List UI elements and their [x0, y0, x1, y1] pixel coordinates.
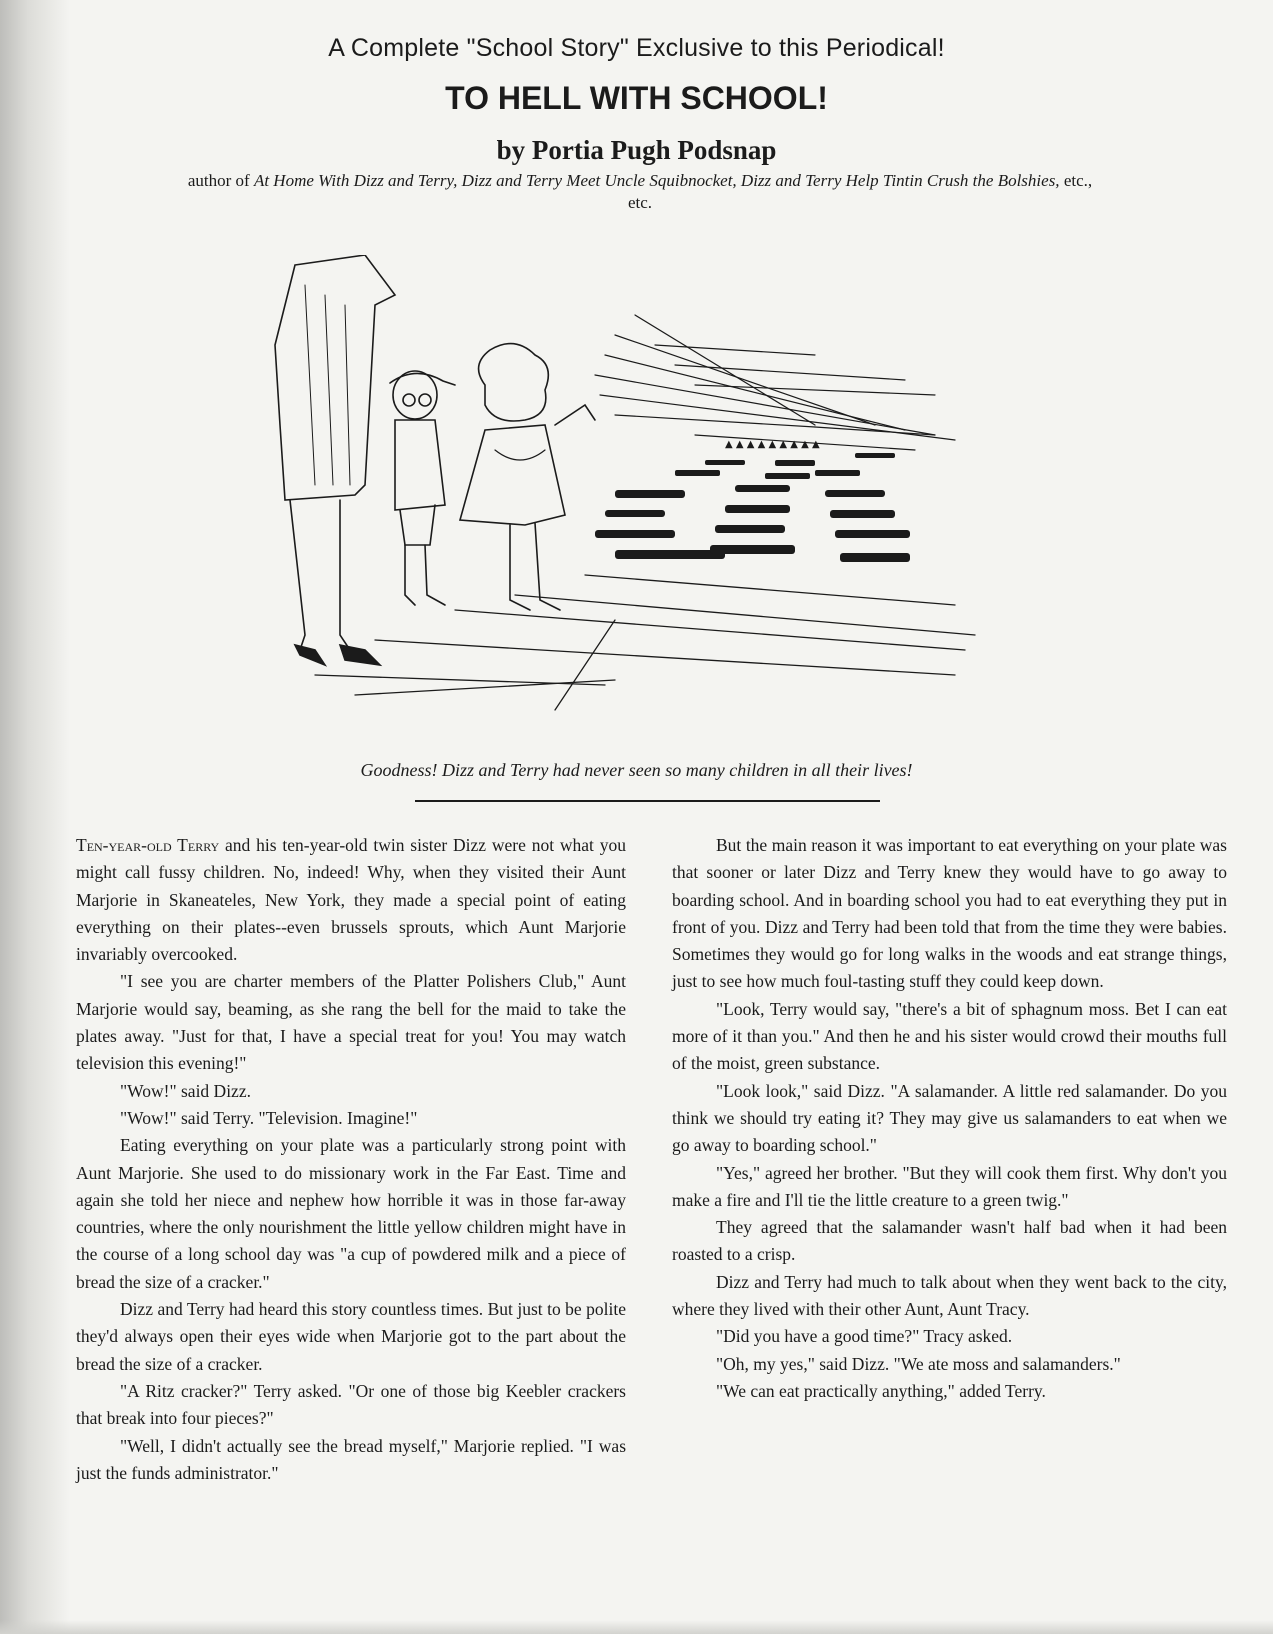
story-illustration: [255, 255, 995, 735]
paragraph: "Yes," agreed her brother. "But they will cook them first. Why don't you make a fire and I'll tie the little creature to a green twig.": [672, 1162, 1227, 1210]
boy-figure: [390, 371, 455, 605]
page-binding-shadow: [0, 0, 70, 1634]
hall-ceiling: [595, 315, 955, 440]
crowd-rows: [595, 453, 910, 562]
paragraph: "We can eat practically anything," added Terry.: [716, 1380, 1046, 1401]
lead-smallcaps: Ten-year-old Terry: [76, 835, 220, 855]
page-bottom-edge: [0, 1620, 1273, 1634]
svg-text:▲ ▲ ▲ ▲ ▲ ▲ ▲ ▲ ▲: ▲ ▲ ▲ ▲ ▲ ▲ ▲ ▲ ▲: [725, 439, 820, 450]
paragraph: "Oh, my yes," said Dizz. "We ate moss and salamanders.": [716, 1353, 1121, 1374]
paragraph: "Look look," said Dizz. "A salamander. A little red salamander. Do you think we should try eating it? They may give us salamanders to eat when we go away to boarding school.": [672, 1080, 1227, 1156]
paragraph: "A Ritz cracker?" Terry asked. "Or one of those big Keebler crackers that break into four pieces?": [76, 1380, 626, 1429]
paragraph: "Well, I didn't actually see the bread myself," Marjorie replied. "I was just the funds administrator.": [76, 1435, 626, 1483]
left-column: [76, 832, 626, 1487]
illustration-caption: Goodness! Dizz and Terry had never seen so many children in all their lives!: [360, 760, 913, 780]
paragraph: "Wow!" said Dizz.: [120, 1080, 251, 1101]
paragraph: Dizz and Terry had heard this story countless times. But just to be polite they'd always open their eyes wide when Marjorie got to the part about the bread the size of a cracker.: [76, 1299, 626, 1374]
back-wall-figures: [695, 435, 915, 450]
paragraph: Eating everything on your plate was a particularly strong point with Aunt Marjorie. She used to do missionary work in the Far East. Time and again she told her niece and nephew how horrible it was in those far-away countries, where the only nourishment the little yellow children might have in the course of a long school day was "a cup of powdered milk and a piece of bread the size of a cracker.": [76, 1135, 626, 1292]
caption-rule: [415, 800, 880, 802]
paragraph: "Look, Terry would say, "there's a bit of sphagnum moss. Bet I can eat more of it than you." And then he and his sister would crowd their mouths full of the moist, green substance.: [672, 998, 1227, 1074]
girl-figure: [460, 344, 595, 610]
adult-figure: [275, 255, 395, 665]
credit-prefix: author of: [187, 171, 254, 190]
paragraph: "Wow!" said Terry. "Television. Imagine!": [120, 1107, 418, 1128]
paragraph: But the main reason it was important to eat everything on your plate was that sooner or later Dizz and Terry knew they would have to go away to boarding school. And in boarding school you had to eat everything they put in front of you. Dizz and Terry had been told that from the time they were babies. Sometimes they would go for long walks in the woods and eat strange things, just to see how much foul-tasting stuff they could keep down.: [672, 835, 1227, 992]
right-column: [672, 832, 1227, 1405]
kicker-line: A Complete "School Story" Exclusive to this Periodical!: [328, 34, 945, 62]
lead-text: and his ten-year-old twin sister Dizz were not what you might call fussy children. No, indeed! Why, when they visited their Aunt Marjorie in Skaneateles, New York, they made a special point of eating everything on their plates--even brussels sprouts, which Aunt Marjorie invariably overcooked.: [76, 835, 626, 965]
floor-lines: [315, 575, 975, 710]
paragraph: [76, 832, 626, 968]
author-credit: [70, 170, 1210, 214]
paragraph: Dizz and Terry had much to talk about when they went back to the city, where they lived with their other Aunt, Aunt Tracy.: [672, 1271, 1227, 1320]
paragraph: They agreed that the salamander wasn't half bad when it had been roasted to a crisp.: [672, 1217, 1227, 1265]
paragraph: "Did you have a good time?" Tracy asked.: [716, 1326, 1013, 1347]
credit-suffix: etc.,: [1059, 171, 1093, 190]
story-title: TO HELL WITH SCHOOL!: [445, 80, 828, 116]
paragraph: "I see you are charter members of the Platter Polishers Club," Aunt Marjorie would say, beaming, as she rang the bell for the maid to take the plates away. "Just for that, I have a special treat for you! You may watch television this evening!": [76, 971, 626, 1074]
byline: by Portia Pugh Podsnap: [496, 135, 777, 165]
credit-works: At Home With Dizz and Terry, Dizz and Terry Meet Uncle Squibnocket, Dizz and Terry Help Tintin Crush the Bolshies,: [253, 171, 1060, 190]
credit-line-2: etc.: [627, 193, 653, 212]
